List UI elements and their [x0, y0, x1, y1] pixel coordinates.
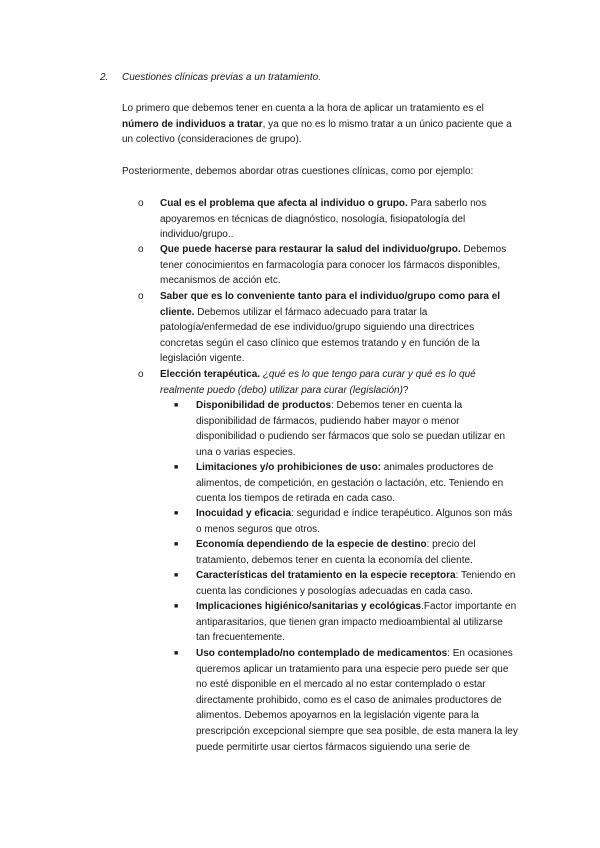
section-heading: [100, 70, 520, 86]
bullet-square: ■: [174, 510, 179, 517]
bullet-circle: o: [138, 244, 144, 255]
bullet-circle: o: [138, 198, 144, 209]
bullet-square: ■: [174, 464, 179, 471]
subitem-text: : Teniendo en cuenta las condiciones y posologías adecuadas en cada caso.: [196, 570, 516, 597]
bullet-square: ■: [174, 572, 179, 579]
item-text: ?: [402, 384, 409, 396]
subitem-text: : seguridad e índice terapéutico. Algunos son más o menos seguros que otros.: [196, 508, 513, 535]
item-bold: Cual es el problema que afecta al individuo o grupo.: [160, 198, 408, 209]
subitem-bold: Inocuidad y eficacia: [196, 508, 292, 519]
subitem-text: : precio del tratamiento, debemos tener en cuenta la economía del cliente.: [196, 539, 476, 566]
item-bold: Elección terapéutica.: [160, 369, 261, 380]
item-text: Debemos tener conocimientos en farmacología para conocer los fármacos disponibles, mecanismos de acción etc.: [160, 244, 507, 287]
item-text: Para saberlo nos apoyaremos en técnicas de diagnóstico, nosología, fisiopatología del individuo/grupo..: [160, 198, 487, 241]
item-bold: Saber que es lo conveniente tanto para el individuo/grupo como para el cliente.: [160, 291, 501, 318]
subitem-bold: Limitaciones y/o prohibiciones de uso:: [196, 462, 382, 473]
section-title: Cuestiones clínicas previas a un tratamiento.: [122, 72, 321, 83]
subitem-text: : En ocasiones queremos aplicar un tratamiento para una especie pero puede ser que no esté disponible en el mercado al no estar contemplado o estar directamente prohibido, como es el caso de animales productores de alimentos. Debemos apoyarnos en la legislación vigente para la prescripción excepcional siempre que sea posible, de esta manera la ley puede permitirte usar ciertos fármacos siguiendo una serie de: [196, 648, 518, 753]
bullet-square: ■: [174, 603, 179, 610]
item-italic: ¿qué es lo que tengo para curar y qué es lo qué realmente puedo (debo) utilizar para curar (legislación): [160, 369, 476, 396]
bullet-square: ■: [174, 402, 179, 409]
bullet-circle: o: [138, 369, 144, 380]
bullet-circle: o: [138, 291, 144, 302]
subitem-bold: Características del tratamiento en la especie receptora: [196, 570, 456, 581]
subitem-text: : Debemos tener en cuenta la disponibilidad de fármacos, pudiendo haber mayor o menor disponibilidad o pudiendo ser fármacos que solo se puedan utilizar en una o varias especies.: [196, 400, 506, 458]
intro-text-after: , ya que no es lo mismo tratar a un único paciente que a un colectivo (consideraciones de grupo).: [122, 118, 512, 146]
subitem-bold: Disponibilidad de productos: [196, 400, 331, 411]
intro-paragraph: [122, 101, 522, 148]
subitem-bold: Uso contemplado/no contemplado de medicamentos: [196, 648, 448, 659]
subitem-bold: Economía dependiendo de la especie de destino: [196, 539, 427, 550]
item-text: Debemos utilizar el fármaco adecuado para tratar la patología/enfermedad de ese individuo/grupo siguiendo una directrices concretas según el caso clínico que estemos tratando y en función de la legislación vigente.: [160, 306, 480, 365]
intro-text-before: Lo primero que debemos tener en cuenta a la hora de aplicar un tratamiento es el: [122, 103, 484, 114]
bullet-square: ■: [174, 650, 179, 657]
subitem-bold: Implicaciones higiénico/sanitarias y ecológicas: [196, 601, 422, 612]
subitem-text: .Factor importante en antiparasitarios, que tienen gran impacto medioambiental al utilizarse tan frecuentemente.: [196, 601, 517, 644]
subitem-text: animales productores de alimentos, de competición, en gestación o lactación, etc. Teniendo en cuenta los tiempos de retirada en cada caso.: [196, 462, 504, 505]
intro2-paragraph: Posteriormente, debemos abordar otras cuestiones clínicas, como por ejemplo:: [122, 166, 474, 177]
section-number: 2.: [100, 72, 109, 83]
item-bold: Que puede hacerse para restaurar la salud del individuo/grupo.: [160, 244, 461, 255]
bullet-square: ■: [174, 541, 179, 548]
intro-bold: número de individuos a tratar: [122, 118, 263, 130]
